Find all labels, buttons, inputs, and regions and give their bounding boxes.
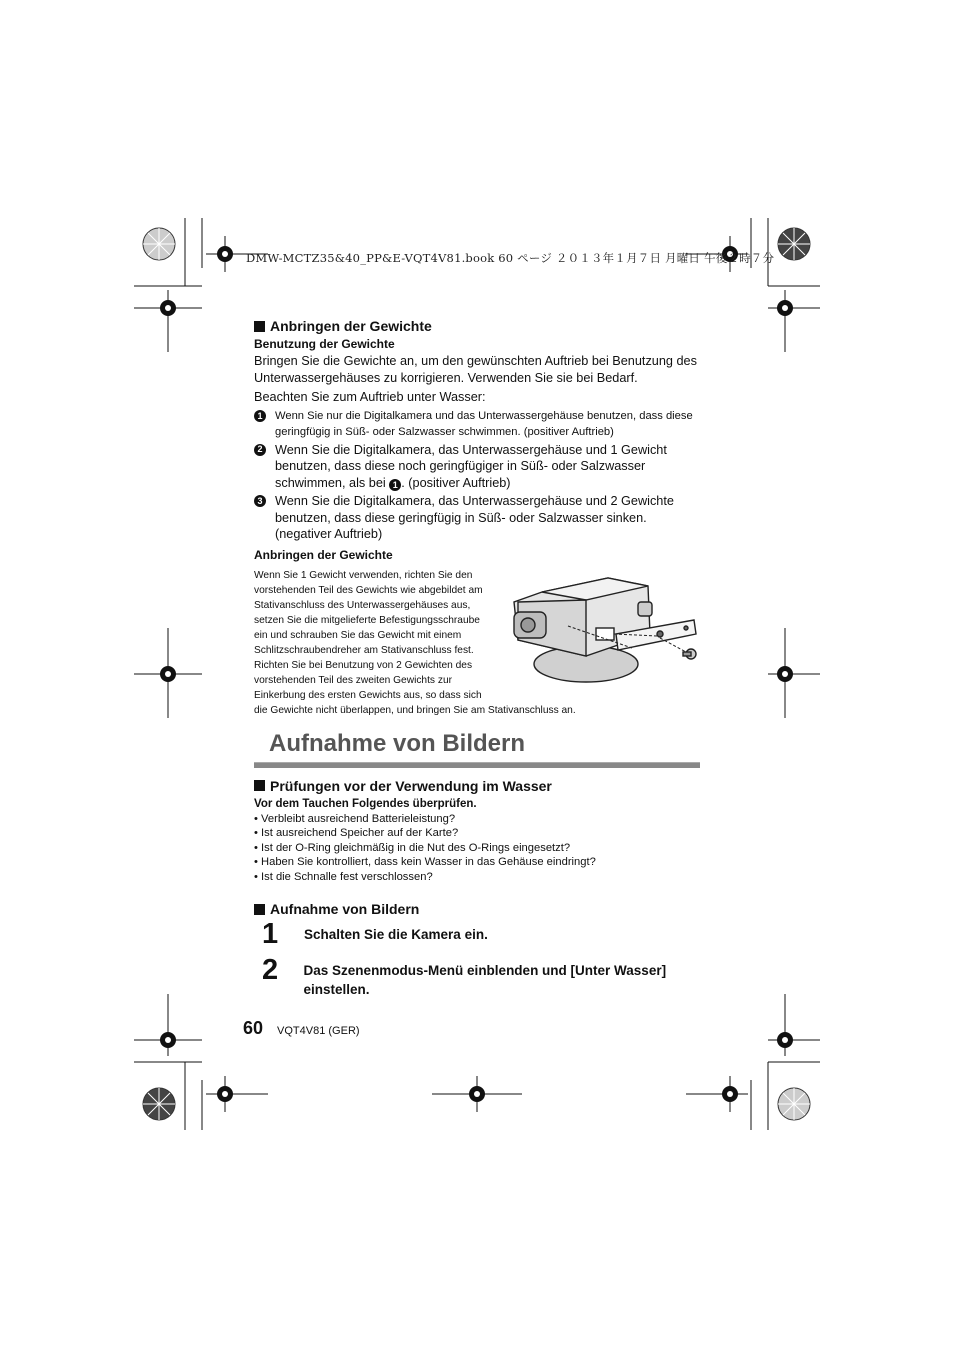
section-heading-checks: Prüfungen vor der Verwendung im Wasser [254, 778, 704, 794]
square-bullet-icon [254, 321, 265, 332]
list-item: • Ist die Schnalle fest verschlossen? [254, 870, 704, 885]
chapter-header [254, 730, 704, 768]
list-item: • Ist ausreichend Speicher auf der Karte? [254, 826, 704, 841]
step-item [254, 955, 704, 999]
list-item: • Verbleibt ausreichend Batterieleistung? [254, 812, 704, 827]
list-item: • Ist der O-Ring gleichmäßig in die Nut des O-Rings eingesetzt? [254, 841, 704, 856]
chapter-rule [254, 762, 700, 768]
intro-paragraph: Bringen Sie die Gewichte an, um den gewünschten Auftrieb bei Benutzung des Unterwassergehäuses zu korrigieren. Verwenden Sie sie bei Bedarf. [254, 354, 697, 385]
attach-block [254, 568, 704, 716]
step-text: Schalten Sie die Kamera ein. [304, 927, 488, 943]
page-number: 60 [243, 1018, 264, 1038]
chapter-title: Aufnahme von Bildern [269, 729, 526, 757]
section-heading-weights: Anbringen der Gewichte [254, 318, 704, 334]
subheading-attach: Anbringen der Gewichte [254, 547, 393, 562]
step-item [254, 919, 704, 949]
circled-number-icon: 3 [254, 495, 266, 507]
document-code: VQT4V81 (GER) [277, 1025, 360, 1037]
square-bullet-icon [254, 904, 265, 915]
page-content [254, 318, 704, 999]
list-item: 3 Wenn Sie die Digitalkamera, das Unterwassergehäuse und 2 Gewichte benutzen, dass diese geringfügig in Süß- oder Salzwasser sinken. (negativer Auftrieb) [254, 493, 704, 543]
list-item: • Haben Sie kontrolliert, dass kein Wasser in das Gehäuse eindringt? [254, 855, 704, 870]
list-item: 2 Wenn Sie die Digitalkamera, das Unterwassergehäuse und 1 Gewicht benutzen, dass diese noch geringfügiger in Süß- oder Salzwasser schwimmen, als bei 1 . (positiver Auftrieb) [254, 442, 704, 492]
print-header: DMW-MCTZ35&40_PP&E-VQT4V81.book 60 ページ ２０１３年１月７日 月曜日 午後２時７分 [246, 251, 775, 265]
circled-number-icon: 1 [254, 410, 266, 422]
step-number: 2 [262, 954, 279, 987]
step-text: Das Szenenmodus-Menü einblenden und [Unter Wasser] einstellen. [303, 963, 667, 998]
circled-number-icon: 2 [254, 444, 266, 456]
page-footer [243, 1018, 360, 1039]
buoyancy-note: Beachten Sie zum Auftrieb unter Wasser: [254, 390, 486, 404]
attach-instructions: Wenn Sie 1 Gewicht verwenden, richten Sie den vorstehenden Teil des Gewichts wie abgebildet am Stativanschluss des Unterwassergehäuses aus, setzen Sie die mitgelieferte Befestigungsschraube ein und schrauben Sie das Gewicht mit einem Schlitzschraubendreher am Stativanschluss fest. Richten Sie bei Benutzung von 2 Gewichten des vorstehenden Teil des zweiten Gewichts zur Einkerbung des ersten Gewichts aus, so dass sich die Gewichte nicht überlappen, und bringen Sie am Stativanschluss an. [254, 569, 576, 716]
subheading-usage: Benutzung der Gewichte [254, 337, 395, 351]
housing-weight-illustration [508, 572, 704, 692]
section-heading-recording: Aufnahme von Bildern [254, 901, 704, 917]
step-number: 1 [262, 918, 279, 951]
square-bullet-icon [254, 780, 265, 791]
list-item: 1 Wenn Sie nur die Digitalkamera und das Unterwassergehäuse benutzen, dass diese geringfügig in Süß- oder Salzwasser schwimmen. (positiver Auftrieb) [254, 408, 704, 440]
subheading-before-dive: Vor dem Tauchen Folgendes überprüfen. [254, 797, 477, 810]
circled-number-icon: 1 [389, 479, 401, 491]
checklist [254, 812, 704, 885]
